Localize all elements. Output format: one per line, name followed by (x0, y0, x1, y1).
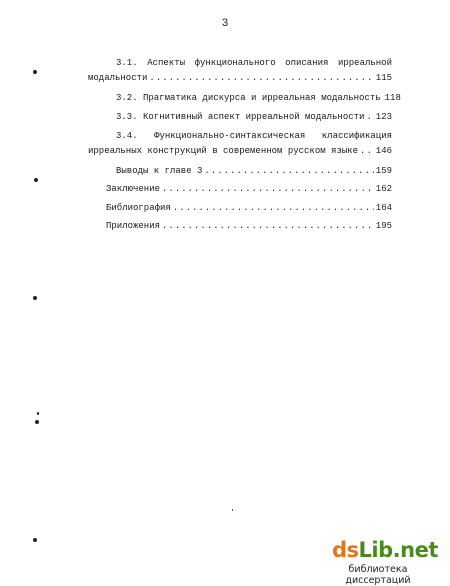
dslib-logo (332, 538, 438, 562)
toc-entry-text: 3.3. Когнитивный аспект ирреальной модальности (116, 112, 365, 122)
page-number: 3 (221, 18, 229, 30)
toc-entry-3-3 (116, 112, 392, 123)
toc-leader-dots (360, 146, 374, 157)
toc-entry-text: Приложения (106, 221, 161, 231)
binder-hole-mark (33, 70, 37, 74)
binder-hole-mark (34, 178, 38, 182)
toc-page-number: 159 (375, 166, 392, 176)
toc-entry-word: описания (285, 58, 329, 68)
toc-entry-text: модальности (88, 73, 148, 83)
toc-entry-3-2 (116, 93, 401, 104)
toc-page-number: 115 (375, 73, 392, 83)
toc-leader-dots (162, 221, 374, 232)
dslib-logo-prefix: ds (332, 538, 359, 562)
toc-entry-number: 3.4. (116, 131, 138, 141)
toc-entry-word: ирреальной (337, 58, 392, 68)
toc-page-number: 195 (375, 221, 392, 231)
toc-leader-dots (173, 203, 374, 214)
binder-hole-mark (35, 420, 39, 424)
toc-leader-dots (149, 73, 373, 84)
toc-entry-text: Выводы к главе 3 (116, 166, 203, 176)
toc-leader-dots (366, 112, 373, 123)
toc-page-number: 162 (375, 184, 392, 194)
binder-hole-mark (33, 296, 37, 300)
toc-entry-text: Библиография (106, 203, 171, 213)
toc-page-number: 123 (375, 112, 392, 122)
toc-entry-number: 3.1. (116, 58, 138, 68)
toc-entry-word: Функционально-синтаксическая (154, 131, 306, 141)
toc-page-number: 164 (375, 203, 392, 213)
binder-hole-mark (33, 538, 37, 542)
toc-leader-dots (204, 166, 373, 177)
toc-page-number: 118 (384, 93, 401, 103)
toc-entry-conclusions-chapter-3 (116, 166, 392, 177)
toc-entry-conclusion (106, 184, 392, 195)
toc-entry-word: классификация (321, 131, 392, 141)
toc-entry-line (88, 146, 392, 157)
binder-hole-mark (37, 412, 39, 415)
scan-speck (232, 509, 233, 511)
toc-entry-line (88, 73, 392, 84)
toc-page-number: 146 (375, 146, 392, 156)
dslib-tagline: библиотека диссертаций (345, 564, 411, 586)
toc-entry-text: Заключение (106, 184, 161, 194)
toc-leader-dots (162, 184, 374, 195)
toc-entry-word: функционального (194, 58, 276, 68)
toc-entry-bibliography (106, 203, 392, 214)
toc-entry-text: 3.2. Прагматика дискурса и ирреальная модальность (116, 93, 381, 103)
toc-entry-word: Аспекты (147, 58, 185, 68)
dslib-watermark (318, 538, 438, 586)
toc-entry-line (116, 131, 392, 142)
dslib-logo-suffix: Lib.net (358, 538, 438, 562)
toc-entry-line (116, 58, 392, 69)
toc-entry-text: ирреальных конструкций в современном русском языке (88, 146, 359, 156)
toc-entry-appendices (106, 221, 392, 232)
